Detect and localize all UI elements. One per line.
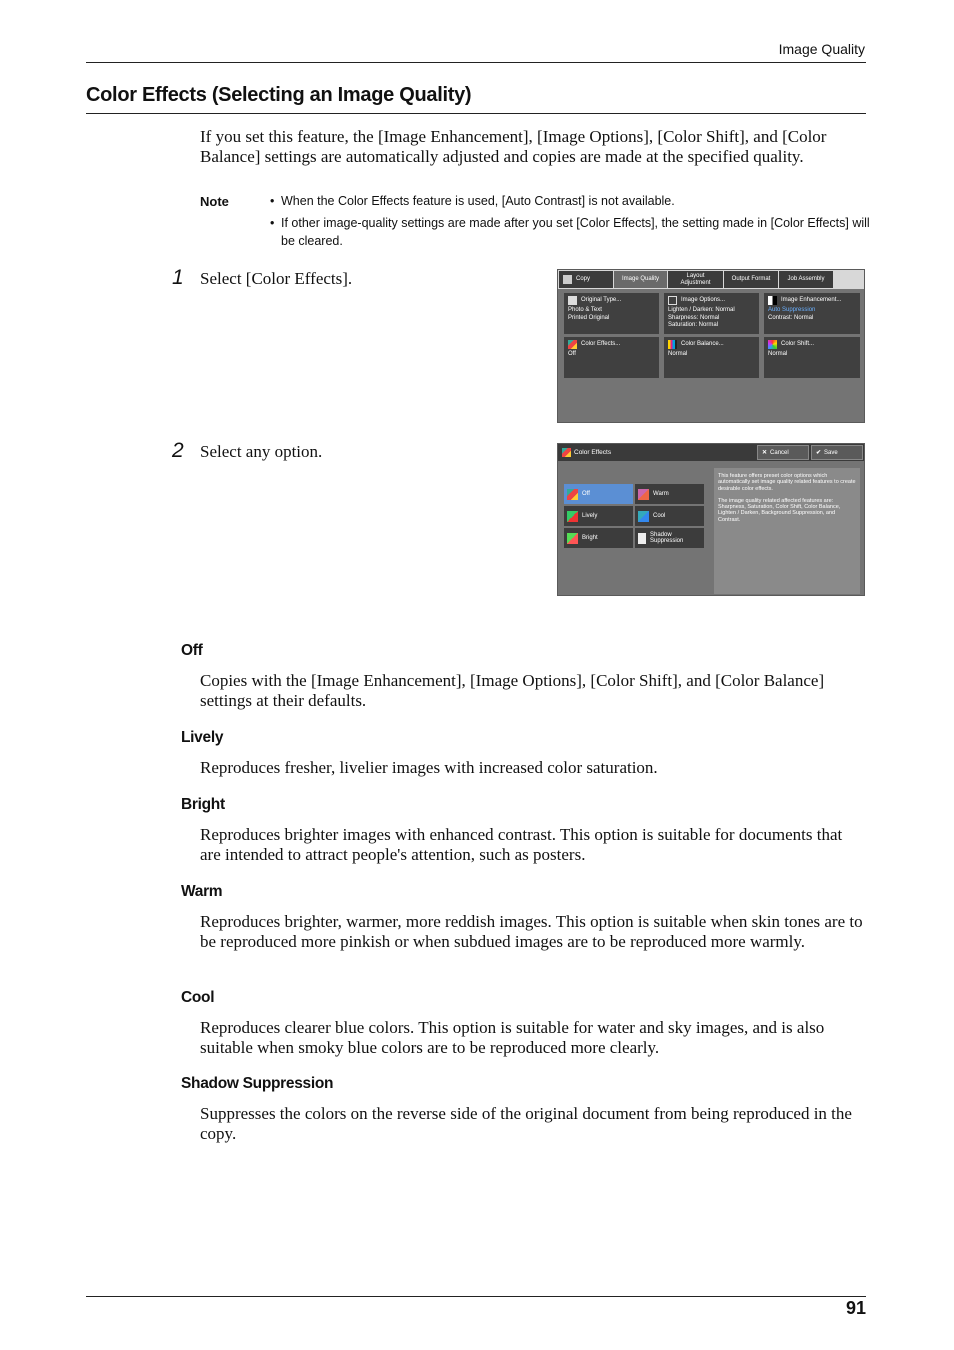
tab-label: Output Format bbox=[731, 276, 771, 282]
term-description: Copies with the [Image Enhancement], [Image Options], [Color Shift], and [Color Balance] settings at their defaults. bbox=[200, 671, 825, 710]
step-number: 2 bbox=[172, 439, 184, 462]
color-balance-icon bbox=[668, 340, 677, 349]
tab-copy[interactable] bbox=[559, 271, 613, 288]
copy-icon bbox=[563, 275, 572, 284]
tab-label: Job Assembly bbox=[787, 276, 825, 282]
option-off[interactable] bbox=[564, 484, 633, 504]
tile-value: Lighten / Darken: Normal bbox=[668, 307, 735, 313]
options-icon bbox=[668, 296, 677, 305]
button-label: Save bbox=[824, 449, 838, 456]
section-title: Color Effects (Selecting an Image Quality) bbox=[86, 84, 472, 106]
term-description: Suppresses the colors on the reverse side of the original document from being reproduced in the copy. bbox=[200, 1104, 852, 1143]
tab-bar bbox=[558, 270, 864, 289]
tab-label: Layout Adjustment bbox=[680, 272, 711, 286]
button-label: Cancel bbox=[770, 449, 789, 456]
tile-title: Color Shift... bbox=[781, 340, 815, 347]
info-text: The image quality related affected features are: bbox=[718, 497, 834, 504]
term-heading: Cool bbox=[181, 989, 215, 1006]
note-item bbox=[270, 214, 871, 250]
tile-color-shift[interactable] bbox=[764, 337, 860, 378]
screenshot-image-quality bbox=[557, 269, 865, 423]
tile-value: Auto Suppression bbox=[768, 307, 816, 313]
save-button[interactable] bbox=[811, 445, 863, 460]
tile-title: Original Type... bbox=[581, 296, 622, 303]
term-heading: Bright bbox=[181, 796, 225, 813]
info-panel bbox=[714, 468, 860, 594]
option-cool[interactable] bbox=[635, 506, 704, 526]
lively-icon bbox=[567, 511, 578, 522]
title-rule bbox=[86, 113, 866, 114]
step-text: Select any option. bbox=[200, 442, 323, 461]
term-description: Reproduces clearer blue colors. This option is suitable for water and sky images, and is also suitable when smoky blue colors are to be reproduced more clearly. bbox=[200, 1018, 825, 1057]
term-description: Reproduces brighter, warmer, more reddish images. This option is suitable when skin tones are to be reproduced more pinkish or when subdued images are to be reproduced more warmly. bbox=[200, 912, 863, 951]
tile-value: Saturation: Normal bbox=[668, 322, 719, 328]
tab-label: Image Quality bbox=[621, 276, 660, 282]
header-rule bbox=[86, 62, 866, 63]
option-shadow-suppression[interactable] bbox=[635, 528, 704, 548]
tile-color-effects[interactable] bbox=[564, 337, 659, 378]
bullet: • bbox=[270, 216, 275, 230]
bullet: • bbox=[270, 194, 275, 208]
dialog-title: Color Effects bbox=[574, 449, 612, 456]
option-label: Off bbox=[582, 490, 590, 497]
tile-image-enhancement[interactable] bbox=[764, 293, 860, 334]
step-text: Select [Color Effects]. bbox=[200, 269, 353, 288]
tile-value: Printed Original bbox=[568, 314, 610, 321]
warm-icon bbox=[638, 489, 649, 500]
tile-original-type[interactable] bbox=[564, 293, 659, 334]
term-heading: Lively bbox=[181, 729, 224, 746]
tile-title: Image Enhancement... bbox=[781, 296, 842, 303]
tile-value: Normal bbox=[668, 351, 688, 357]
color-effects-icon bbox=[568, 340, 577, 349]
tile-value: Sharpness: Normal bbox=[668, 314, 720, 321]
option-label: Lively bbox=[582, 512, 598, 519]
note-label: Note bbox=[200, 194, 229, 209]
document-icon bbox=[568, 296, 577, 305]
option-label: Cool bbox=[653, 512, 666, 519]
tile-color-balance[interactable] bbox=[664, 337, 759, 378]
tile-image-options[interactable] bbox=[664, 293, 759, 334]
screenshot-color-effects bbox=[557, 443, 865, 596]
dialog-header bbox=[558, 444, 864, 461]
check-icon: ✔ bbox=[816, 450, 822, 456]
note-item bbox=[270, 192, 871, 210]
term-description: Reproduces fresher, livelier images with increased color saturation. bbox=[200, 758, 658, 777]
option-bright[interactable] bbox=[564, 528, 633, 548]
contrast-icon bbox=[768, 296, 777, 305]
tab-output-format[interactable] bbox=[724, 271, 778, 288]
tile-value: Photo & Text bbox=[568, 307, 602, 313]
info-text: This feature offers preset color options which automatically set image quality related features to create desirable color effects. bbox=[718, 473, 856, 492]
tile-title: Color Balance... bbox=[681, 340, 724, 347]
bright-icon bbox=[567, 533, 578, 544]
term-heading: Shadow Suppression bbox=[181, 1075, 334, 1092]
note-text: If other image-quality settings are made after you set [Color Effects], the setting made in [Color Effects] will be cleared. bbox=[281, 216, 870, 248]
cool-icon bbox=[638, 511, 649, 522]
cancel-button[interactable] bbox=[757, 445, 809, 460]
note-text: When the Color Effects feature is used, [Auto Contrast] is not available. bbox=[281, 194, 675, 208]
term-description: Reproduces brighter images with enhanced contrast. This option is suitable for documents that are intended to attract people's attention, such as posters. bbox=[200, 825, 843, 864]
term-heading: Warm bbox=[181, 883, 223, 900]
tile-value: Off bbox=[568, 351, 576, 357]
info-text: Sharpness, Saturation, Color Shift, Color Balance, Lighten / Darken, Background Suppression, and Contrast. bbox=[718, 504, 841, 523]
tile-value: Normal bbox=[768, 351, 788, 357]
step-number: 1 bbox=[172, 266, 184, 289]
footer-rule bbox=[86, 1296, 866, 1297]
color-effects-icon bbox=[567, 489, 578, 500]
color-shift-icon bbox=[768, 340, 777, 349]
page-number: 91 bbox=[845, 1298, 866, 1318]
option-label: Shadow Suppression bbox=[650, 531, 684, 544]
option-warm[interactable] bbox=[635, 484, 704, 504]
running-header: Image Quality bbox=[778, 41, 865, 57]
color-effects-icon bbox=[562, 448, 571, 457]
term-heading: Off bbox=[181, 642, 203, 659]
tile-value: Contrast: Normal bbox=[768, 314, 814, 321]
tab-job-assembly[interactable] bbox=[779, 271, 833, 288]
tab-layout-adjustment[interactable] bbox=[668, 271, 723, 288]
option-label: Warm bbox=[653, 490, 669, 497]
tab-image-quality[interactable] bbox=[614, 271, 667, 288]
tile-title: Color Effects... bbox=[581, 340, 621, 347]
document-icon bbox=[638, 533, 646, 544]
tile-title: Image Options... bbox=[681, 296, 726, 303]
intro-paragraph: If you set this feature, the [Image Enhancement], [Image Options], [Color Shift], and [Color Balance] settings are automatically adjusted and copies are made at the specified quality. bbox=[200, 127, 827, 166]
option-label: Bright bbox=[582, 534, 598, 541]
tab-label: Copy bbox=[576, 276, 591, 282]
option-lively[interactable] bbox=[564, 506, 633, 526]
close-icon: ✕ bbox=[762, 450, 768, 456]
